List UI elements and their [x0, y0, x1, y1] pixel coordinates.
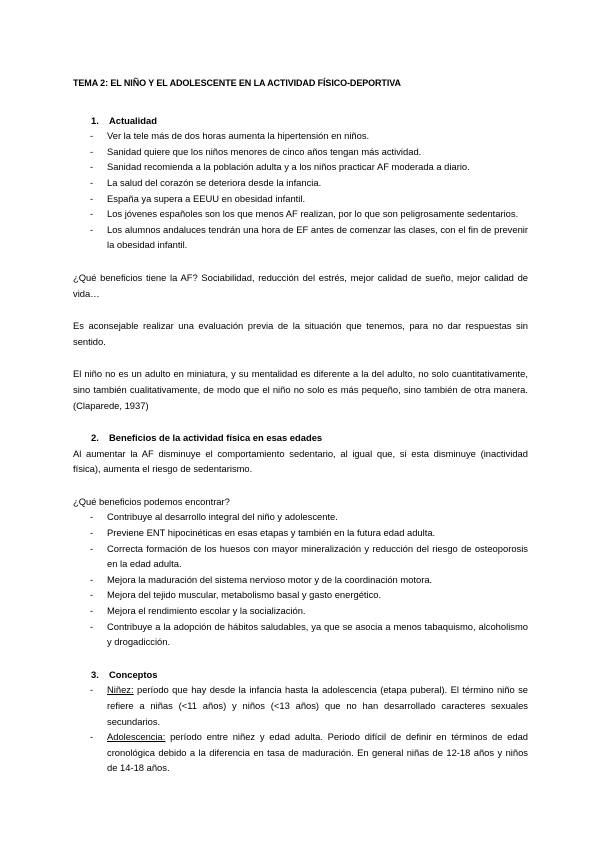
section-2-heading [91, 430, 528, 446]
list-item [73, 682, 528, 729]
paragraph-claparede-quote: El niño no es un adulto en miniatura, y su mentalidad es diferente a la del adulto, no solo cuantitativamente, sino también cualitativamente, de modo que el niño no solo es más pequeño, sino también de otra manera. (Claparede, 1937) [73, 368, 528, 411]
dash-bullet: - [90, 684, 94, 696]
section-2-intro: Al aumentar la AF disminuye el comportamiento sedentario, al igual que, si esta disminuye (inactividad física), aumenta el riesgo de sedentarismo. [73, 447, 528, 475]
section-1-list [73, 128, 528, 253]
dash-bullet: - [90, 527, 94, 539]
definition-text: período entre niñez y edad adulta. Periodo difícil de definir en términos de edad cronológica debido a la diferencia en tasa de maduración. En general niñas de 12-18 años y niños de 14-18 años. [107, 731, 528, 774]
dash-bullet: - [90, 208, 94, 220]
list-item: - Sanidad recomienda a la población adulta y a los niños practicar AF moderada a diario. [73, 159, 528, 175]
list-item [73, 729, 528, 776]
list-item: - Mejora la maduración del sistema nervioso motor y de la coordinación motora. [73, 572, 528, 588]
dash-bullet: - [90, 176, 94, 188]
document-body [73, 76, 528, 776]
dash-bullet: - [90, 130, 94, 142]
dash-bullet: - [90, 573, 94, 585]
list-item: - Los alumnos andaluces tendrán una hora de EF antes de comenzar las clases, con el fin de prevenir la obesidad infantil. [90, 223, 528, 251]
term-adolescencia: Adolescencia: [107, 731, 166, 743]
list-item: - Correcta formación de los huesos con mayor mineralización y reducción del riesgo de osteoporosis en la edad adulta. [90, 542, 528, 570]
list-item: - Los jóvenes españoles son los que menos AF realizan, por lo que son peligrosamente sedentarios. [73, 206, 528, 222]
list-item: - Mejora el rendimiento escolar y la socialización. [73, 603, 528, 619]
definition-text: período que hay desde la infancia hasta la adolescencia (etapa puberal). El término niño se refiere a niñas (<11 años) y niños (<13 años) que no han desarrollado caracteres sexuales secundarios. [107, 684, 528, 727]
list-item: - Contribuye al desarrollo integral del niño y adolescente. [73, 509, 528, 525]
dash-bullet: - [90, 589, 94, 601]
dash-bullet: - [90, 145, 94, 157]
section-number: 2. [91, 432, 99, 444]
list-item: - La salud del corazón se deteriora desde la infancia. [73, 175, 528, 191]
dash-bullet: - [90, 542, 94, 554]
section-title: Beneficios de la actividad física en esas edades [109, 432, 323, 444]
list-item: - Sanidad quiere que los niños menores de cinco años tengan más actividad. [73, 144, 528, 160]
dash-bullet: - [90, 223, 94, 235]
dash-bullet: - [90, 161, 94, 173]
dash-bullet: - [90, 605, 94, 617]
list-item: - Contribuye a la adopción de hábitos saludables, ya que se asocia a menos tabaquismo, alcoholismo y drogadicción. [90, 620, 528, 648]
dash-bullet: - [90, 192, 94, 204]
section-3-heading [91, 667, 528, 683]
paragraph-benefits-question: ¿Qué beneficios tiene la AF? Sociabilidad, reducción del estrés, mejor calidad de sueño, mejor calidad de vida… [73, 271, 528, 299]
section-number: 3. [91, 668, 99, 680]
section-title: Conceptos [109, 668, 158, 680]
dash-bullet: - [90, 731, 94, 743]
section-2-question: ¿Qué beneficios podemos encontrar? [73, 495, 230, 507]
document-title: TEMA 2: EL NIÑO Y EL ADOLESCENTE EN LA ACTIVIDAD FÍSICO-DEPORTIVA [73, 78, 401, 88]
list-item: - Mejora del tejido muscular, metabolismo basal y gasto energético. [73, 587, 528, 603]
dash-bullet: - [90, 511, 94, 523]
list-item: - Ver la tele más de dos horas aumenta la hipertensión en niños. [73, 128, 528, 144]
section-1-heading [91, 113, 528, 129]
section-2-list [73, 509, 528, 649]
term-ninez: Niñez: [107, 684, 134, 696]
section-number: 1. [91, 114, 99, 126]
list-item: - España ya supera a EEUU en obesidad infantil. [73, 191, 528, 207]
list-item: - Previene ENT hipocinéticas en esas etapas y también en la futura edad adulta. [73, 525, 528, 541]
section-3-list [73, 682, 528, 776]
paragraph-evaluation: Es aconsejable realizar una evaluación previa de la situación que tenemos, para no dar respuestas sin sentido. [73, 320, 528, 347]
section-title: Actualidad [109, 114, 157, 126]
dash-bullet: - [90, 620, 94, 632]
